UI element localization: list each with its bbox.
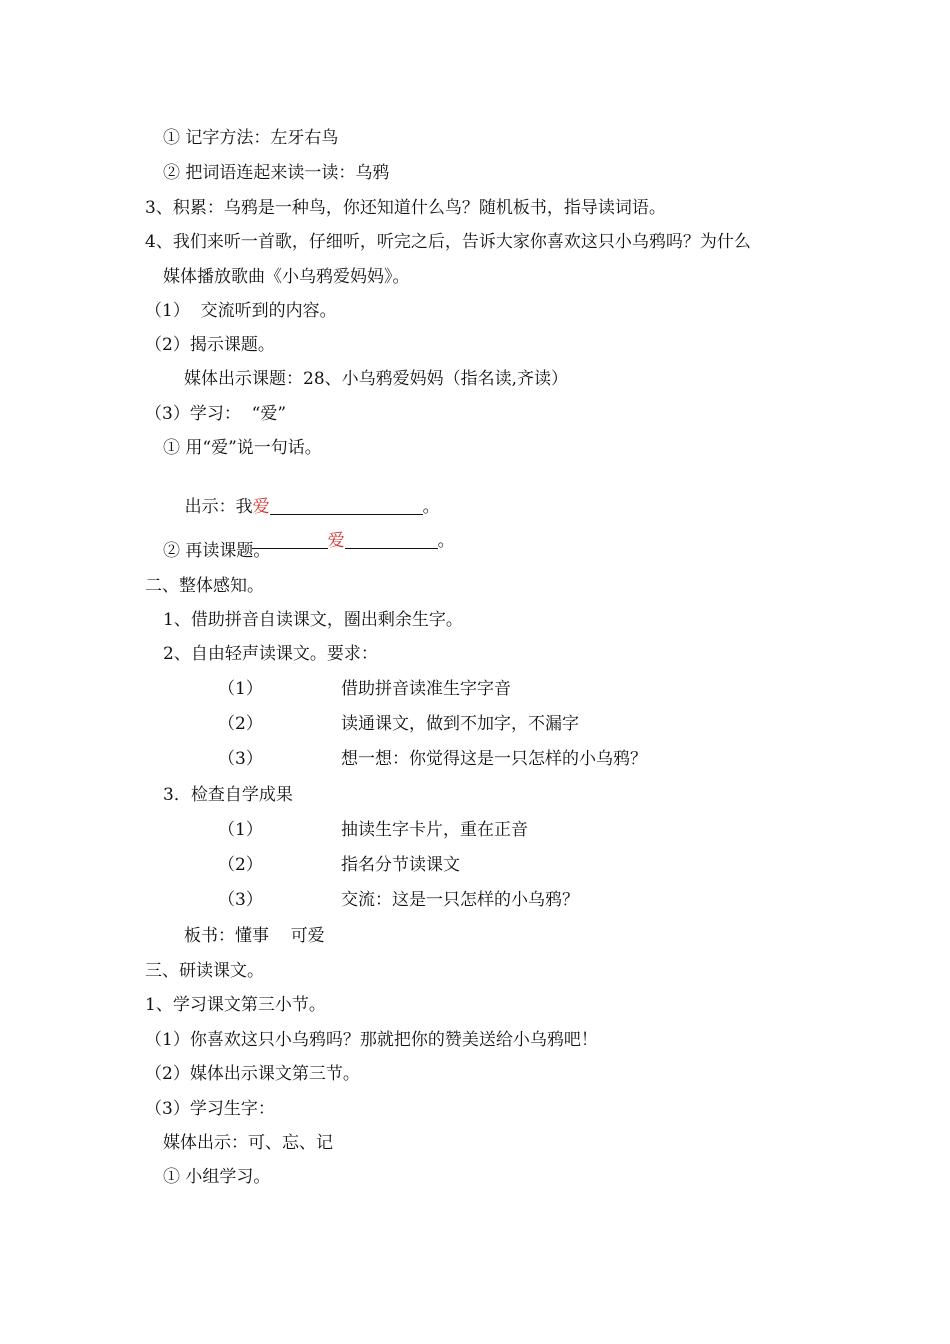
highlight-word: 爱 [327,531,345,551]
item-number: （3） [218,749,263,769]
text-line: 板书：懂事 可爱 [184,926,325,946]
text-line: （1） 交流听到的内容。 [145,301,337,321]
text-line: ① 记字方法：左牙右鸟 [163,128,339,148]
text-line: 1、学习课文第三小节。 [145,995,326,1015]
text-line: 媒体出示课题：28、小乌鸦爱妈妈（指名读,齐读） [184,369,569,389]
item-text: 指名分节读课文 [341,855,460,875]
item-number: （3） [218,890,263,910]
text-line: 4、我们来听一首歌，仔细听，听完之后，告诉大家你喜欢这只小乌鸦吗？为什么 [145,232,751,252]
item-number: （2） [218,855,263,875]
text-line: ② 再读课题。 [163,541,271,561]
fill-in-blank [345,531,438,549]
text-line: （2）媒体出示课文第三节。 [145,1064,360,1084]
text-line: 3．检查自学成果 [163,785,293,805]
text-line: 1、借助拼音自读课文，圈出剩余生字。 [163,610,463,630]
text-line: 媒体播放歌曲《小乌鸦爱妈妈》。 [163,267,410,287]
item-text: 抽读生字卡片，重在正音 [341,820,528,840]
fill-in-line [163,472,440,517]
item-number: （1） [218,679,263,699]
text-line: 媒体出示：可、忘、记 [163,1133,333,1153]
text-line: ② 把词语连起来读一读：乌鸦 [163,163,390,183]
section-heading: 二、整体感知。 [145,576,264,596]
item-text: 交流：这是一只怎样的小乌鸦？ [341,890,579,910]
item-text: 想一想：你觉得这是一只怎样的小乌鸦？ [341,749,647,769]
section-heading: 三、研读课文。 [145,961,264,981]
fill-in-line [230,506,455,551]
item-number: （2） [218,714,263,734]
text-line: （3）学习： “爱” [145,404,287,424]
text-line: 3、积累：乌鸦是一种鸟，你还知道什么鸟？随机板书，指导读词语。 [145,198,666,218]
highlight-word: 爱 [252,497,270,517]
text-line: ① 小组学习。 [163,1167,271,1187]
item-number: （1） [218,820,263,840]
text-line: ① 用“爱”说一句话。 [163,438,322,458]
text-line: （1）你喜欢这只小乌鸦吗？那就把你的赞美送给小乌鸦吧！ [145,1030,598,1050]
text-line: 2、自由轻声读课文。要求： [163,644,378,664]
fill-in-prefix: 出示：我 [184,497,253,517]
item-text: 借助拼音读准生字字音 [341,679,511,699]
fill-in-suffix: 。 [437,531,455,551]
text-line: （3）学习生字： [145,1099,275,1119]
text-line: （2）揭示课题。 [145,335,275,355]
fill-in-suffix: 。 [422,497,440,517]
item-text: 读通课文，做到不加字，不漏字 [341,714,579,734]
